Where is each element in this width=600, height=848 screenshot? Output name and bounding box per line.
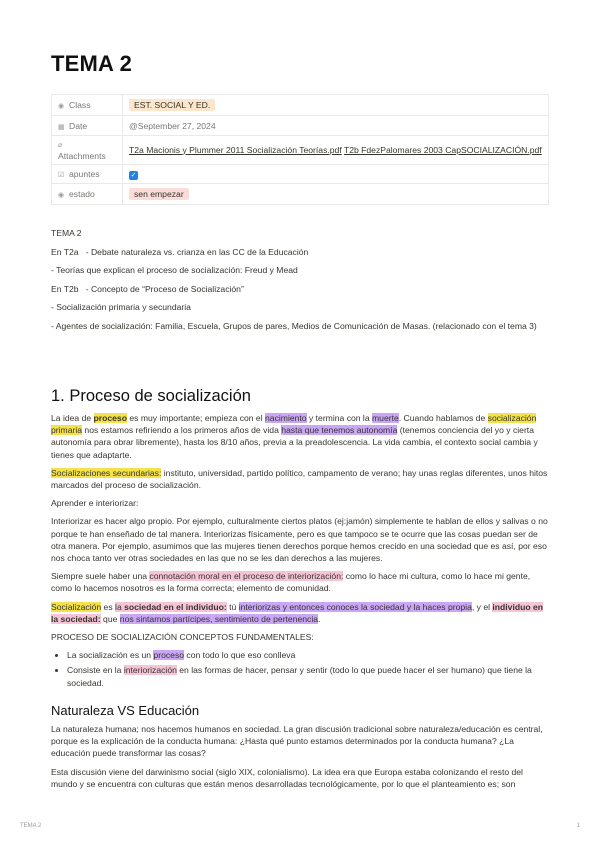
property-value[interactable] bbox=[123, 184, 549, 205]
bullet-list bbox=[51, 649, 549, 689]
paragraph: Interiorizar es hacer algo propio. Por ejemplo, culturalmente ciertos platos (ej:jamón) simplemente te hablan de ellos y salivas o no porque te han enseñado de tal manera. Interiorizas físicamente, pero es que tampoco se te ocurre que las cosas puedan ser de otra manera. Por ejemplo, asumimos que las mujeres tienen derechos porque hemos crecido en una sociedad que es así, por eso nos choca tanto ver otras sociedades en las que no se les dan derechos a las mujeres. bbox=[51, 516, 548, 564]
checkbox-icon: ☑ bbox=[58, 172, 65, 179]
text-line: TEMA 2 bbox=[51, 228, 82, 238]
attachment-link[interactable]: T2a Macionis y Plummer 2011 Socialización Teorías.pdf bbox=[129, 144, 342, 155]
property-row-date bbox=[52, 116, 549, 136]
text-line: En T2a - Debate naturaleza vs. crianza en las CC de la Educación bbox=[51, 246, 309, 257]
paperclip-icon: ⌀ bbox=[58, 141, 63, 149]
paragraph: Siempre suele haber una connotación moral en el proceso de interiorización: como lo hace mi cultura, como lo hace mi gente, como lo hacemos nosotros es la forma correcta; elemento de comunidad. bbox=[51, 571, 531, 594]
list-item: • Consiste en la interiorización en las formas de hacer, pensar y sentir (todo lo que puede hacer el ser humano) que tiene la sociedad. bbox=[67, 664, 549, 688]
paragraph: PROCESO DE SOCIALIZACIÓN CONCEPTOS FUNDAMENTALES: bbox=[51, 632, 314, 643]
paragraph: La naturaleza humana; nos hacemos humanos en sociedad. La gran discusión tradicional sobre naturaleza/educación es central, porque es la explicación de la conducta humana: ¿Hasta qué punto estamos determinados por la conducta humana? ¿La educación puede transformar las cosas? bbox=[51, 724, 543, 759]
text-line: - Teorías que explican el proceso de socialización: Freud y Mead bbox=[51, 265, 298, 275]
attachment-link[interactable]: T2b FdezPalomares 2003 CapSOCIALIZACIÓN.pdf bbox=[343, 144, 542, 155]
property-label: ☑ apuntes bbox=[52, 165, 123, 184]
paragraph: Socialización es la sociedad en el individuo: tú interiorizas y entonces conoces la sociedad y la haces propia, y el individuo en la sociedad: que nos sintamos partícipes, sentimiento de pertenencia. bbox=[51, 601, 544, 624]
section-body bbox=[51, 412, 549, 692]
page-title: TEMA 2 bbox=[51, 51, 133, 76]
property-row-attachments bbox=[52, 136, 549, 165]
paragraph: La idea de proceso es muy importante; empieza con el nacimiento y termina con la muerte. Cuando hablamos de socialización primaria nos estamos refiriendo a los primeros años de vida hasta que tenemos autonomía (tenemos conciencia del yo y cierta autonomía para obrar libremente), hasta los 8/10 años, previa a la preadolescencia. La vida cambia, el contexto social cambia y tienes que adaptarte. bbox=[51, 413, 538, 460]
apuntes-checkbox[interactable]: ✓ bbox=[130, 171, 137, 179]
property-row-class bbox=[52, 95, 549, 116]
property-value bbox=[123, 136, 549, 165]
select-icon: ◉ bbox=[58, 103, 65, 110]
property-label: ▦ Date bbox=[52, 116, 123, 136]
property-label: ◉ Class bbox=[52, 95, 123, 116]
intro-block bbox=[51, 227, 549, 338]
footer-title: TEMA 2 bbox=[20, 823, 42, 829]
date-value[interactable]: @September 27, 2024 bbox=[123, 116, 549, 136]
section-heading: 1. Proceso de socialización bbox=[51, 387, 251, 405]
property-value bbox=[123, 165, 549, 184]
calendar-icon: ▦ bbox=[58, 123, 65, 131]
property-label: ⌀Attachments bbox=[52, 136, 123, 165]
property-label: ◉ estado bbox=[52, 184, 123, 205]
text-line: En T2b - Concepto de “Proceso de Socialización” bbox=[51, 283, 244, 294]
property-value[interactable] bbox=[123, 95, 549, 116]
text-line: - Agentes de socialización: Familia, Escuela, Grupos de pares, Medios de Comunicación de Masas. (relacionado con el tema 3) bbox=[51, 320, 537, 331]
property-row-apuntes bbox=[52, 165, 549, 184]
text-line: - Socialización primaria y secundaria bbox=[51, 302, 191, 312]
property-row-estado bbox=[52, 184, 549, 205]
class-tag[interactable]: EST. SOCIAL Y ED. bbox=[129, 99, 215, 111]
page-number: 1 bbox=[576, 823, 580, 829]
list-item: • La socialización es un proceso con todo lo que eso conlleva bbox=[67, 649, 549, 661]
properties-table bbox=[51, 94, 549, 205]
subsection-heading: Naturaleza VS Educación bbox=[51, 703, 200, 718]
paragraph: Esta discusión viene del darwinismo social (siglo XIX, colonialismo). La idea era que Europa estaba colonizando el resto del mundo y se encuentra con culturas que están menos desarrolladas tecnológicamente, por lo que el planteamiento es; son bbox=[51, 766, 523, 789]
paragraph: Aprender e interiorizar: bbox=[51, 498, 139, 509]
status-badge[interactable]: sen empezar bbox=[129, 188, 189, 200]
section-body bbox=[51, 723, 549, 796]
status-icon: ◉ bbox=[58, 192, 65, 199]
paragraph: Socializaciones secundarias: instituto, universidad, partido político, campamento de verano; hay unas reglas diferentes, unos hitos marcados del proceso de socialización. bbox=[51, 467, 548, 491]
